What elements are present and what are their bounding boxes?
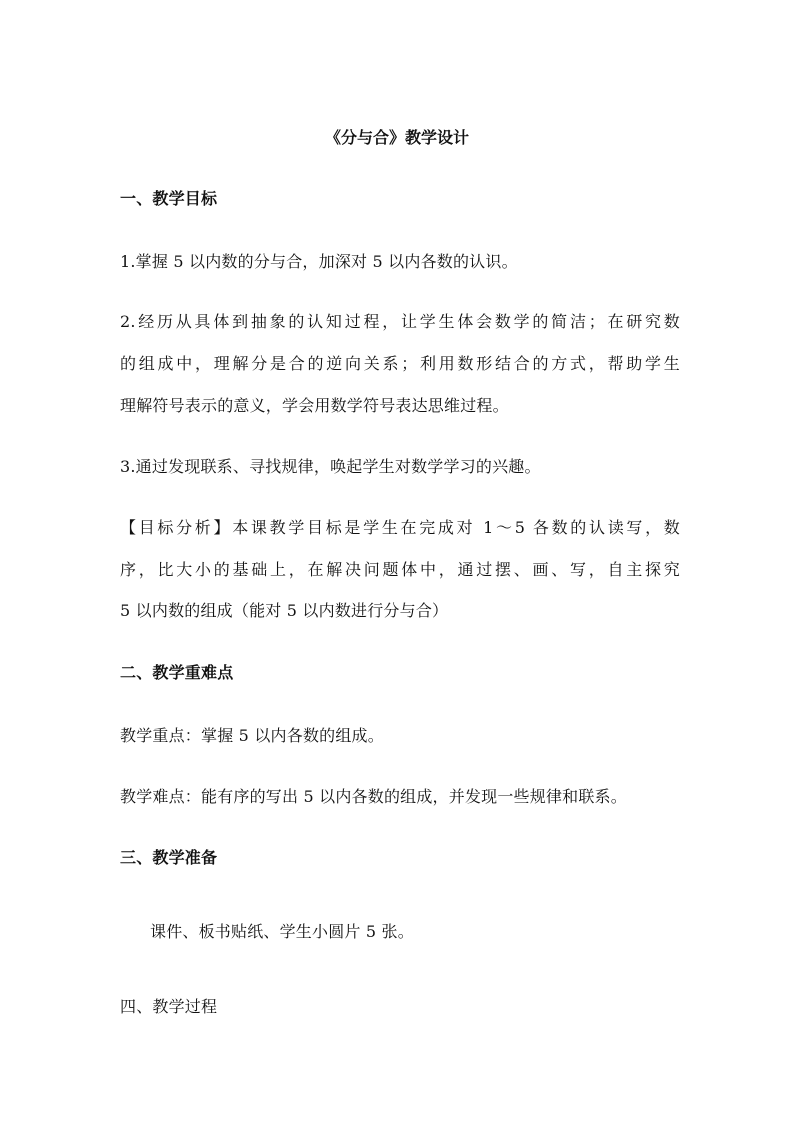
objective-analysis-line-3: 5 以内数的组成（能对 5 以内数进行分与合）: [120, 601, 449, 620]
objective-item-2-line-2: 的组成中，理解分是合的逆向关系；利用数形结合的方式，帮助学生: [120, 354, 680, 373]
section-heading-objectives: 一、教学目标: [120, 189, 218, 208]
objective-item-3: 3.通过发现联系、寻找规律，唤起学生对数学学习的兴趣。: [120, 457, 541, 476]
document-title: 《分与合》教学设计: [324, 128, 469, 147]
objective-analysis-line-2: 序，比大小的基础上，在解决问题体中，通过摆、画、写，自主探究: [120, 560, 680, 579]
difficulty-text: 教学难点：能有序的写出 5 以内各数的组成，并发现一些规律和联系。: [120, 787, 627, 806]
preparation-materials: 课件、板书贴纸、学生小圆片 5 张。: [150, 922, 414, 941]
objective-analysis-line-1: 【目标分析】本课教学目标是学生在完成对 1～5 各数的认读写，数: [120, 518, 680, 537]
objective-item-1: 1.掌握 5 以内数的分与合，加深对 5 以内各数的认识。: [120, 252, 518, 271]
section-heading-preparation: 三、教学准备: [120, 848, 218, 867]
objective-item-2-line-1: 2.经历从具体到抽象的认知过程，让学生体会数学的简洁；在研究数: [120, 312, 680, 331]
section-heading-process: 四、教学过程: [120, 997, 218, 1016]
section-heading-key-points: 二、教学重难点: [120, 663, 234, 682]
key-point-text: 教学重点：掌握 5 以内各数的组成。: [120, 726, 384, 745]
objective-item-2-line-3: 理解符号表示的意义，学会用数学符号表达思维过程。: [120, 396, 509, 415]
